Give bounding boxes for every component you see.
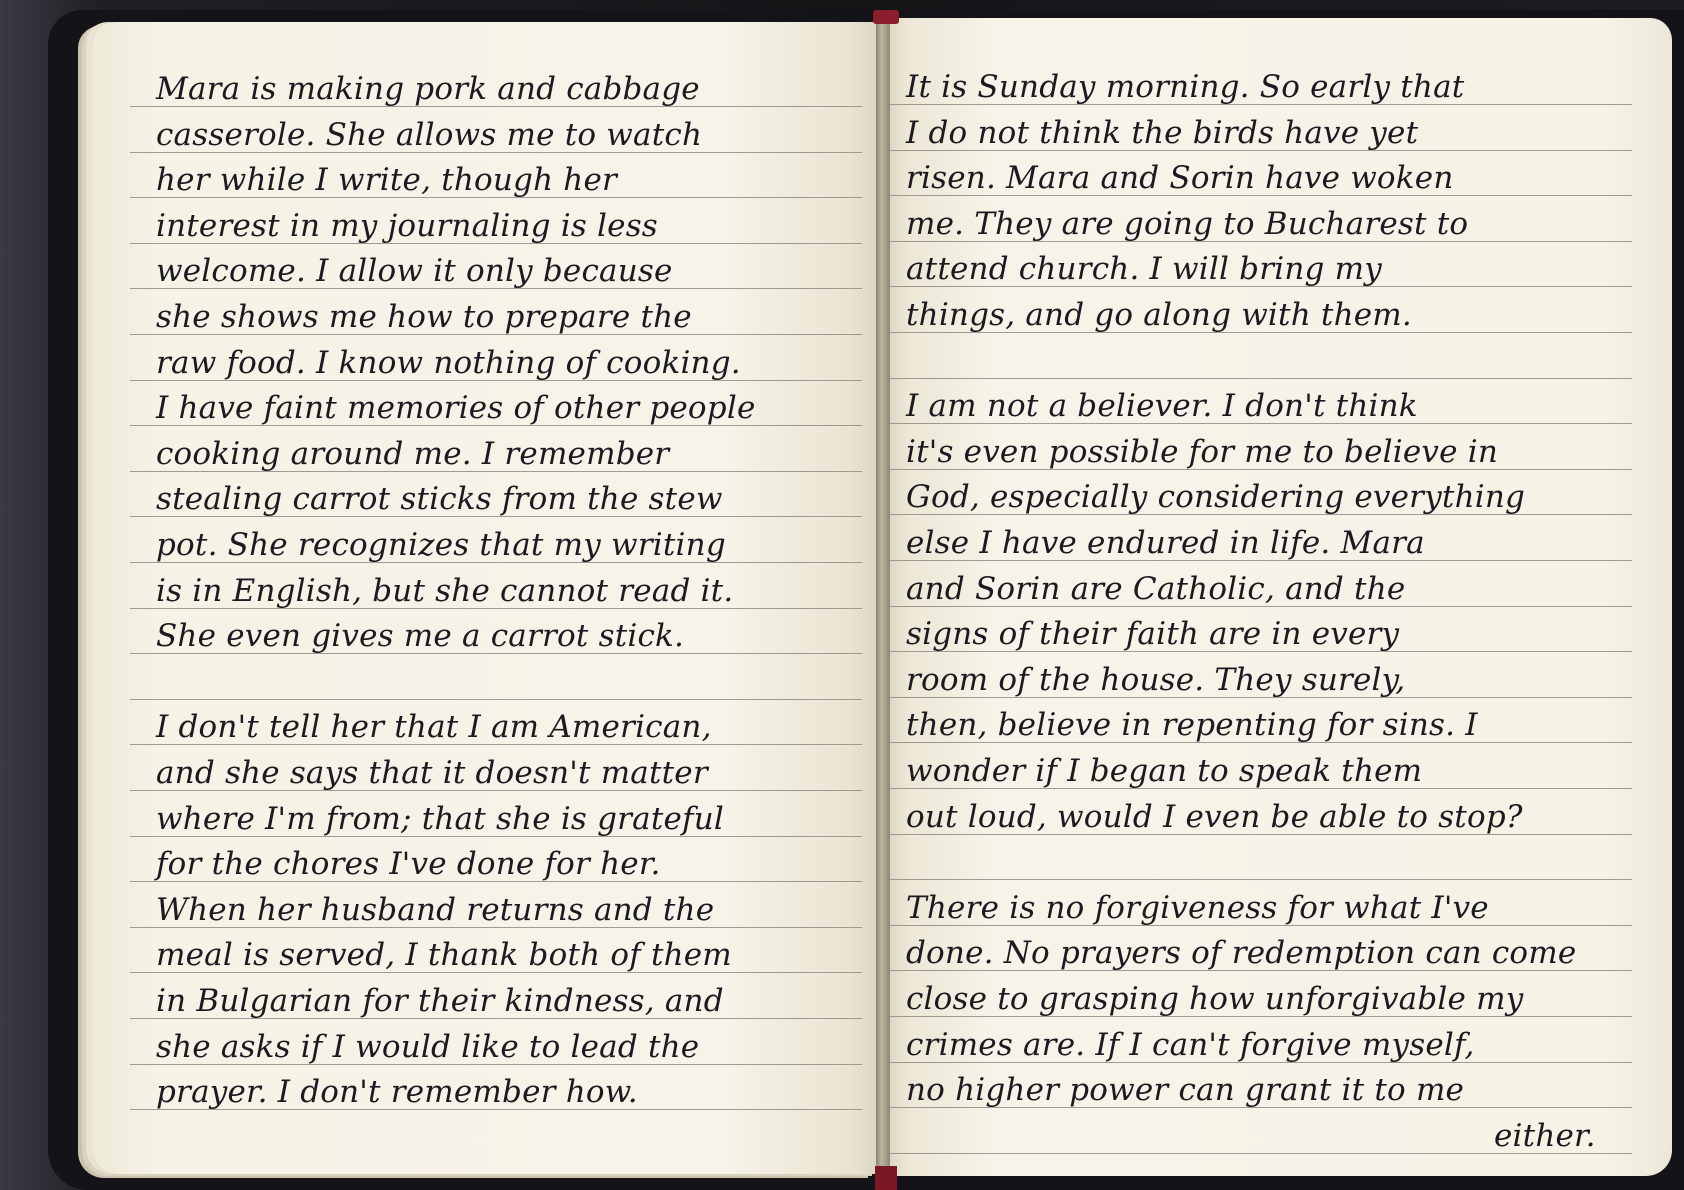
notebook-spine: [876, 12, 890, 1184]
handwritten-line: stealing carrot sticks from the stew: [156, 481, 723, 517]
handwritten-line: I don't tell her that I am American,: [156, 709, 712, 745]
handwritten-line: and Sorin are Catholic, and the: [906, 571, 1406, 607]
bookmark-ribbon-bottom: [875, 1166, 897, 1190]
handwritten-line: She even gives me a carrot stick.: [156, 618, 685, 654]
handwritten-line: raw food. I know nothing of cooking.: [156, 345, 741, 381]
handwritten-line: either.: [1494, 1118, 1596, 1154]
handwritten-line: meal is served, I thank both of them: [156, 937, 732, 973]
handwritten-line: then, believe in repenting for sins. I: [906, 707, 1478, 743]
ruled-line: [130, 699, 862, 700]
handwritten-line: Mara is making pork and cabbage: [156, 71, 700, 107]
handwritten-line: no higher power can grant it to me: [906, 1072, 1465, 1108]
bookmark-ribbon-top: [873, 10, 899, 24]
handwritten-line: It is Sunday morning. So early that: [906, 69, 1465, 105]
handwritten-line: she shows me how to prepare the: [156, 299, 692, 335]
handwritten-line: she asks if I would like to lead the: [156, 1029, 700, 1065]
handwritten-line: There is no forgiveness for what I've: [906, 890, 1489, 926]
handwritten-line: signs of their faith are in every: [906, 616, 1400, 652]
handwritten-line: done. No prayers of redemption can come: [906, 935, 1577, 971]
handwritten-line: where I'm from; that she is grateful: [156, 801, 725, 837]
handwritten-line: cooking around me. I remember: [156, 436, 670, 472]
right-page: [884, 18, 1672, 1176]
handwritten-line: me. They are going to Bucharest to: [906, 206, 1469, 242]
handwritten-line: When her husband returns and the: [156, 892, 715, 928]
handwritten-line: risen. Mara and Sorin have woken: [906, 160, 1454, 196]
handwritten-line: her while I write, though her: [156, 162, 618, 198]
handwritten-line: it's even possible for me to believe in: [906, 434, 1499, 470]
handwritten-line: in Bulgarian for their kindness, and: [156, 983, 724, 1019]
handwritten-line: prayer. I don't remember how.: [156, 1074, 638, 1110]
handwritten-line: I am not a believer. I don't think: [906, 388, 1418, 424]
handwritten-line: casserole. She allows me to watch: [156, 117, 703, 153]
handwritten-line: pot. She recognizes that my writing: [156, 527, 726, 563]
handwritten-line: is in English, but she cannot read it.: [156, 573, 734, 609]
left-page: [92, 22, 882, 1174]
handwritten-line: welcome. I allow it only because: [156, 253, 673, 289]
ruled-line: [890, 879, 1632, 880]
handwritten-line: I have faint memories of other people: [156, 390, 756, 426]
handwritten-line: for the chores I've done for her.: [156, 846, 661, 882]
handwritten-line: crimes are. If I can't forgive myself,: [906, 1027, 1475, 1063]
handwritten-line: close to grasping how unforgivable my: [906, 981, 1524, 1017]
handwritten-line: I do not think the birds have yet: [906, 115, 1419, 151]
handwritten-line: out loud, would I even be able to stop?: [906, 799, 1523, 835]
handwritten-line: attend church. I will bring my: [906, 251, 1382, 287]
handwritten-line: room of the house. They surely,: [906, 662, 1406, 698]
handwritten-line: and she says that it doesn't matter: [156, 755, 708, 791]
ruled-line: [890, 378, 1632, 379]
handwritten-line: interest in my journaling is less: [156, 208, 658, 244]
handwritten-line: else I have endured in life. Mara: [906, 525, 1425, 561]
handwritten-line: God, especially considering everything: [906, 479, 1526, 515]
handwritten-line: wonder if I began to speak them: [906, 753, 1423, 789]
handwritten-line: things, and go along with them.: [906, 297, 1412, 333]
